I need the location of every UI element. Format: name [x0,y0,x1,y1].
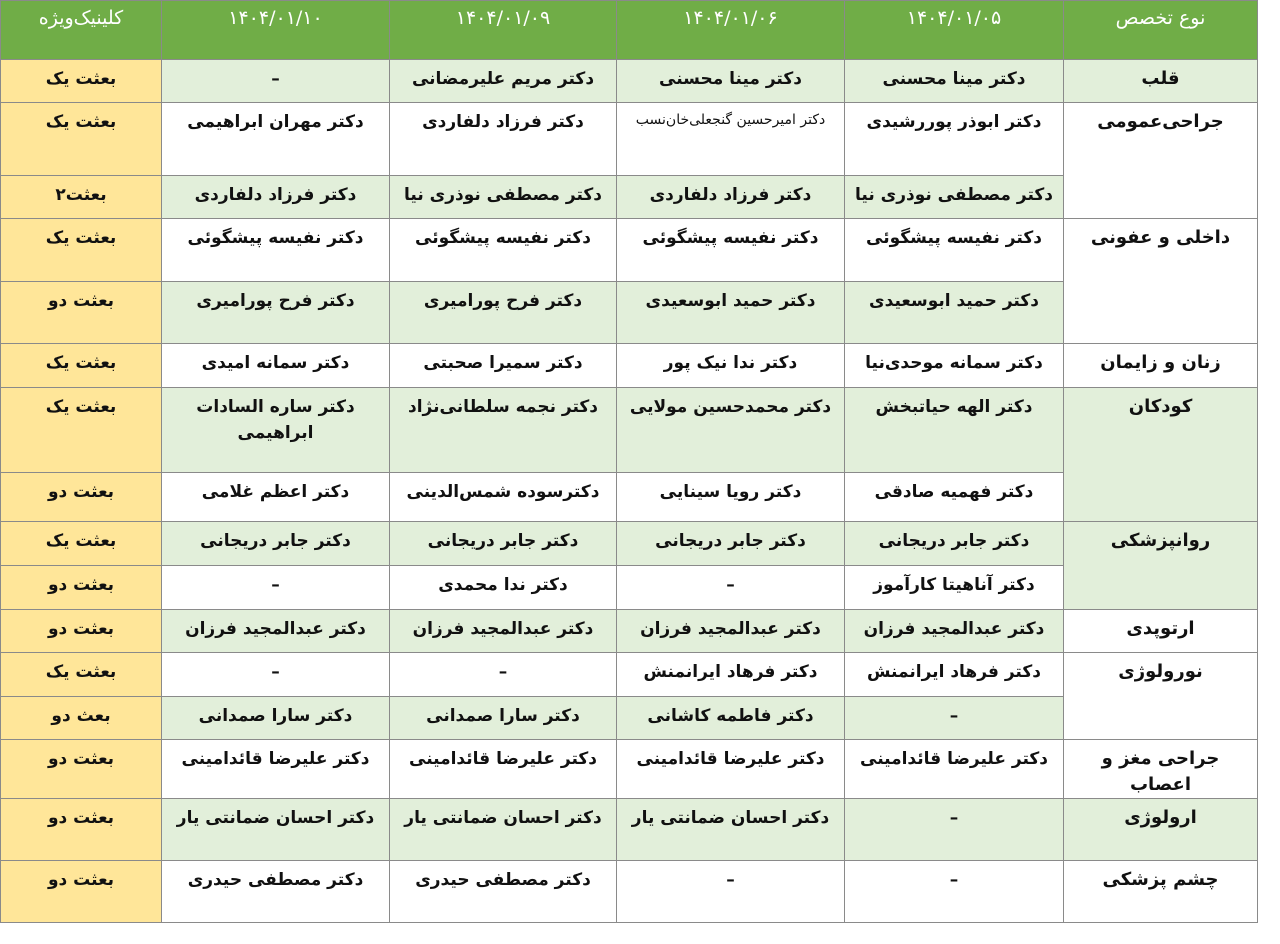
table-row [1,861,1258,923]
clinic-cell: بعثت یک [1,103,162,176]
doctor-cell: دکتر علیرضا قائدامینی [390,740,617,799]
specialty-cell: داخلی و عفونی [1064,219,1258,344]
clinic-cell: بعثت دو [1,473,162,522]
doctor-cell: دکتر احسان ضمانتی یار [390,799,617,861]
doctor-cell: دکتر سارا صمدانی [162,697,390,740]
header-clinic: کلینیک‌ویژه [1,1,162,60]
doctor-cell: دکتر احسان ضمانتی یار [162,799,390,861]
clinic-cell: بعثت یک [1,344,162,388]
doctor-cell: دکتر مینا محسنی [845,60,1064,103]
doctor-cell: – [617,861,845,923]
specialty-cell: جراحی‌عمومی [1064,103,1258,219]
clinic-cell: بعثت۲ [1,176,162,219]
header-date: ۱۴۰۴/۰۱/۰۵ [845,1,1064,60]
doctor-cell: دکتر الهه حیاتبخش [845,388,1064,473]
doctor-cell: دکتر جابر دریجانی [617,522,845,566]
header-date: ۱۴۰۴/۰۱/۱۰ [162,1,390,60]
header-date: ۱۴۰۴/۰۱/۰۹ [390,1,617,60]
doctor-cell: دکتر مهران ابراهیمی [162,103,390,176]
doctor-cell: دکتر فرح پورامیری [390,282,617,344]
doctor-cell: دکتر ندا محمدی [390,566,617,610]
specialty-cell: جراحی مغز و اعصاب [1064,740,1258,799]
doctor-cell: دکتر محمدحسین مولایی [617,388,845,473]
table-row [1,740,1258,799]
doctor-cell: – [162,566,390,610]
doctor-cell: دکتر فرزاد دلفاردی [617,176,845,219]
doctor-cell: – [617,566,845,610]
doctor-cell: دکتر مصطفی نوذری نیا [845,176,1064,219]
clinic-cell: بعثت یک [1,388,162,473]
specialty-cell: کودکان [1064,388,1258,522]
table-row [1,610,1258,653]
specialty-cell: ارولوژی [1064,799,1258,861]
doctor-cell: دکتر فرزاد دلفاردی [162,176,390,219]
doctor-cell: دکتر حمید ابوسعیدی [845,282,1064,344]
clinic-cell: بعثت دو [1,799,162,861]
doctor-cell: دکتر اعظم غلامی [162,473,390,522]
doctor-cell: – [162,60,390,103]
doctor-cell: دکتر مصطفی نوذری نیا [390,176,617,219]
doctor-cell: دکتر سمانه امیدی [162,344,390,388]
clinic-cell: بعثت یک [1,60,162,103]
doctor-cell: دکتر سمیرا صحبتی [390,344,617,388]
doctor-cell: دکتر حمید ابوسعیدی [617,282,845,344]
doctor-cell: دکتر عبدالمجید فرزان [162,610,390,653]
doctor-cell: دکتر سمانه موحدی‌نیا [845,344,1064,388]
doctor-cell: دکتر علیرضا قائدامینی [617,740,845,799]
doctor-cell: دکتر امیرحسین گنجعلی‌خان‌نسب [617,103,845,176]
doctor-cell: دکتر ابوذر پوررشیدی [845,103,1064,176]
specialty-cell: چشم پزشکی [1064,861,1258,923]
doctor-cell: دکتر جابر دریجانی [162,522,390,566]
doctor-cell: دکتر نفیسه پیشگوئی [845,219,1064,282]
doctor-cell: دکتر ندا نیک پور [617,344,845,388]
specialty-cell: قلب [1064,60,1258,103]
doctor-cell: دکتر علیرضا قائدامینی [845,740,1064,799]
doctor-cell: دکتر نفیسه پیشگوئی [390,219,617,282]
table-row [1,799,1258,861]
doctor-cell: دکتر فاطمه کاشانی [617,697,845,740]
doctor-cell: دکتر فهمیه صادقی [845,473,1064,522]
specialty-cell: نورولوژی [1064,653,1258,740]
clinic-cell: بعث دو [1,697,162,740]
doctor-cell: دکتر مینا محسنی [617,60,845,103]
clinic-cell: بعثت دو [1,566,162,610]
doctor-cell: – [390,653,617,697]
doctor-cell: دکتر نفیسه پیشگوئی [162,219,390,282]
doctor-cell: دکتر احسان ضمانتی یار [617,799,845,861]
doctor-cell: دکتر مریم علیرمضانی [390,60,617,103]
doctor-cell: دکتر عبدالمجید فرزان [845,610,1064,653]
doctor-cell: دکتر فرزاد دلفاردی [390,103,617,176]
table-row [1,103,1258,176]
doctor-cell: دکتر نفیسه پیشگوئی [617,219,845,282]
doctor-cell: دکتر ساره السادات ابراهیمی [162,388,390,473]
doctor-cell: دکتر جابر دریجانی [390,522,617,566]
header-specialty: نوع تخصص [1064,1,1258,60]
table-row [1,388,1258,473]
doctor-cell: دکتر فرح پورامیری [162,282,390,344]
doctor-cell: دکتر سارا صمدانی [390,697,617,740]
clinic-cell: بعثت دو [1,740,162,799]
clinic-cell: بعثت یک [1,522,162,566]
doctor-cell: دکترسوده شمس‌الدینی [390,473,617,522]
clinic-cell: بعثت دو [1,861,162,923]
doctor-cell: دکتر مصطفی حیدری [162,861,390,923]
clinic-cell: بعثت دو [1,610,162,653]
doctor-cell: دکتر جابر دریجانی [845,522,1064,566]
header-row [1,1,1258,60]
doctor-cell: دکتر فرهاد ایرانمنش [845,653,1064,697]
table-row [1,522,1258,566]
schedule-body [1,60,1258,923]
table-row [1,653,1258,697]
clinic-cell: بعثت یک [1,219,162,282]
doctor-cell: دکتر عبدالمجید فرزان [617,610,845,653]
table-row [1,60,1258,103]
doctor-cell: دکتر علیرضا قائدامینی [162,740,390,799]
doctor-cell: – [845,799,1064,861]
clinic-cell: بعثت یک [1,653,162,697]
specialty-cell: ارتوپدی [1064,610,1258,653]
doctor-cell: دکتر مصطفی حیدری [390,861,617,923]
specialty-cell: زنان و زایمان [1064,344,1258,388]
doctor-cell: دکتر آناهیتا کارآموز [845,566,1064,610]
table-row [1,344,1258,388]
table-row [1,219,1258,282]
header-date: ۱۴۰۴/۰۱/۰۶ [617,1,845,60]
doctor-cell: دکتر نجمه سلطانی‌نژاد [390,388,617,473]
doctor-cell: دکتر عبدالمجید فرزان [390,610,617,653]
specialty-cell: روانپزشکی [1064,522,1258,610]
doctor-cell: – [845,861,1064,923]
doctor-cell: دکتر رویا سینایی [617,473,845,522]
clinic-cell: بعثت دو [1,282,162,344]
doctor-cell: – [162,653,390,697]
doctor-cell: – [845,697,1064,740]
doctor-cell: دکتر فرهاد ایرانمنش [617,653,845,697]
